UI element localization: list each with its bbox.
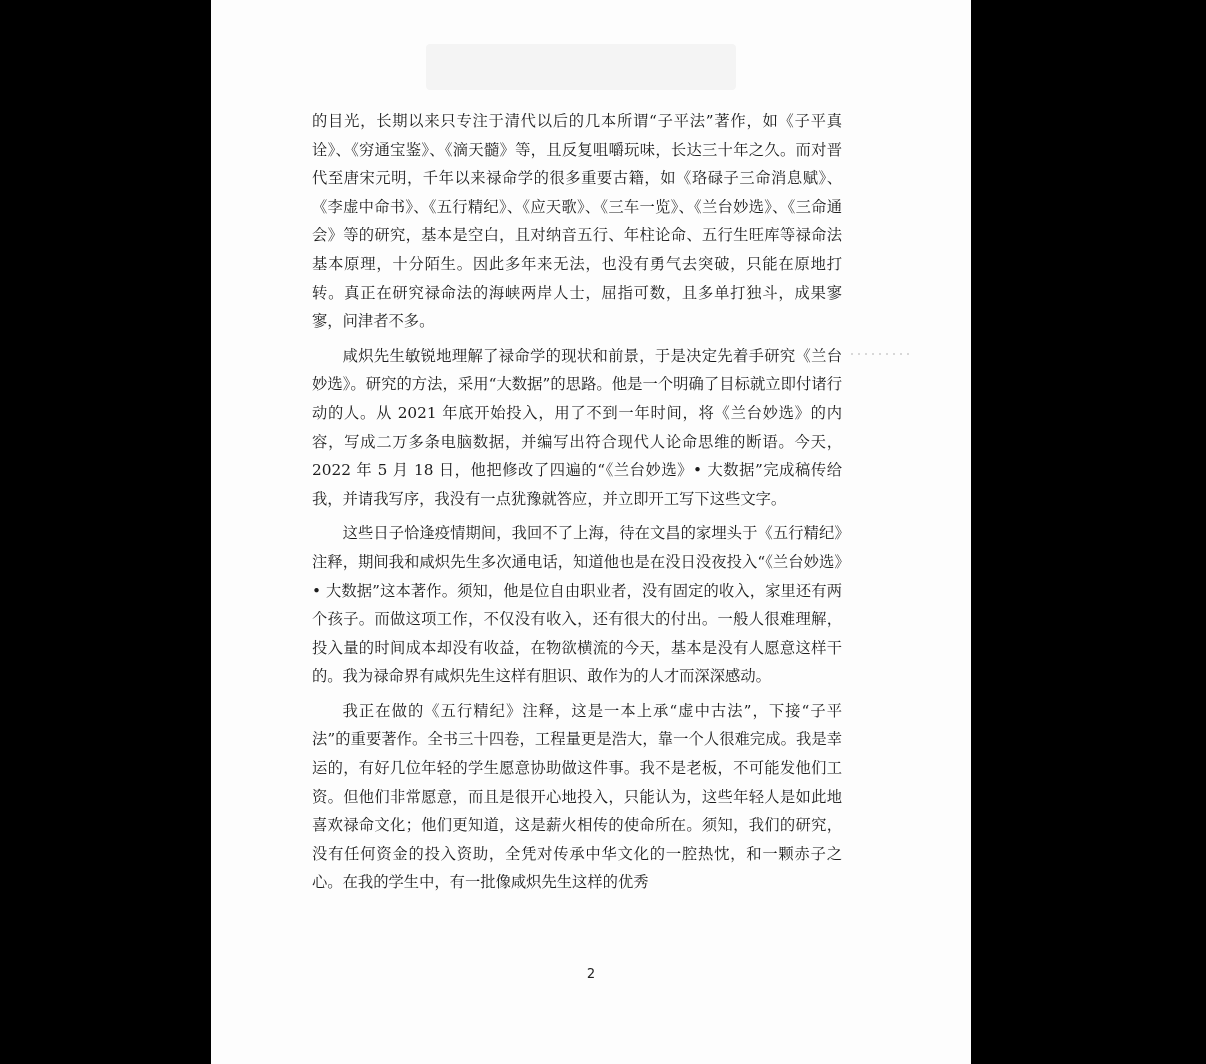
paragraph-4: 我正在做的《五行精纪》注释，这是一本上承“虚中古法”，下接“子平法”的重要著作。全书三十四卷，工程量更是浩大，靠一个人很难完成。我是幸运的，有好几位年轻的学生愿意协助做这件事。我不是老板，不可能发他们工资。但他们非常愿意，而且是很开心地投入，只能认为，这些年轻人是如此地喜欢禄命文化；他们更知道，这是薪火相传的使命所在。须知，我们的研究，没有任何资金的投入资助，全凭对传承中华文化的一腔热忱，和一颗赤子之心。在我的学生中，有一批像咸炽先生这样的优秀: [312, 701, 842, 892]
document-page: [211, 0, 971, 1064]
paragraph-3: 这些日子恰逢疫情期间，我回不了上海，待在文昌的家埋头于《五行精纪》注释，期间我和咸炽先生多次通电话，知道他也是在没日没夜投入“《兰台妙选》• 大数据”这本著作。须知，他是位自由职业者，没有固定的收入，家里还有两个孩子。而做这项工作，不仅没有收入，还有很大的付出。一般人很难理解，投入量的时间成本却没有收益，在物欲横流的今天，基本是没有人愿意这样干的。我为禄命界有咸炽先生这样有胆识、敢作为的人才而深深感动。: [312, 524, 842, 686]
page-number: 2: [586, 967, 596, 982]
scan-speck: [851, 353, 911, 355]
faded-header-area: [426, 44, 736, 90]
paragraph-1: 的目光，长期以来只专注于清代以后的几本所谓“子平法”著作，如《子平真诠》、《穷通宝鉴》、《滴天髓》等，且反复咀嚼玩味，长达三十年之久。而对晋代至唐宋元明，千年以来禄命学的很多重要古籍，如《珞碌子三命消息赋》、《李虚中命书》、《五行精纪》、《应天歌》、《三车一览》、《兰台妙选》、《三命通会》等的研究，基本是空白，且对纳音五行、年柱论命、五行生旺库等禄命法基本原理，十分陌生。因此多年来无法，也没有勇气去突破，只能在原地打转。真正在研究禄命法的海峡两岸人士，屈指可数，且多单打独斗，成果寥寥，问津者不多。: [312, 112, 842, 331]
body-text: [312, 107, 842, 903]
paragraph-2: 咸炽先生敏锐地理解了禄命学的现状和前景，于是决定先着手研究《兰台妙选》。研究的方法，采用“大数据”的思路。他是一个明确了目标就立即付诸行动的人。从 2021 年底开始投入，用了不到一年时间，将《兰台妙选》的内容，写成二万多条电脑数据，并编写出符合现代人论命思维的断语。今天，2022 年 5 月 18 日，他把修改了四遍的“《兰台妙选》• 大数据”完成稿传给我，并请我写序，我没有一点犹豫就答应，并立即开工写下这些文字。: [312, 346, 842, 508]
